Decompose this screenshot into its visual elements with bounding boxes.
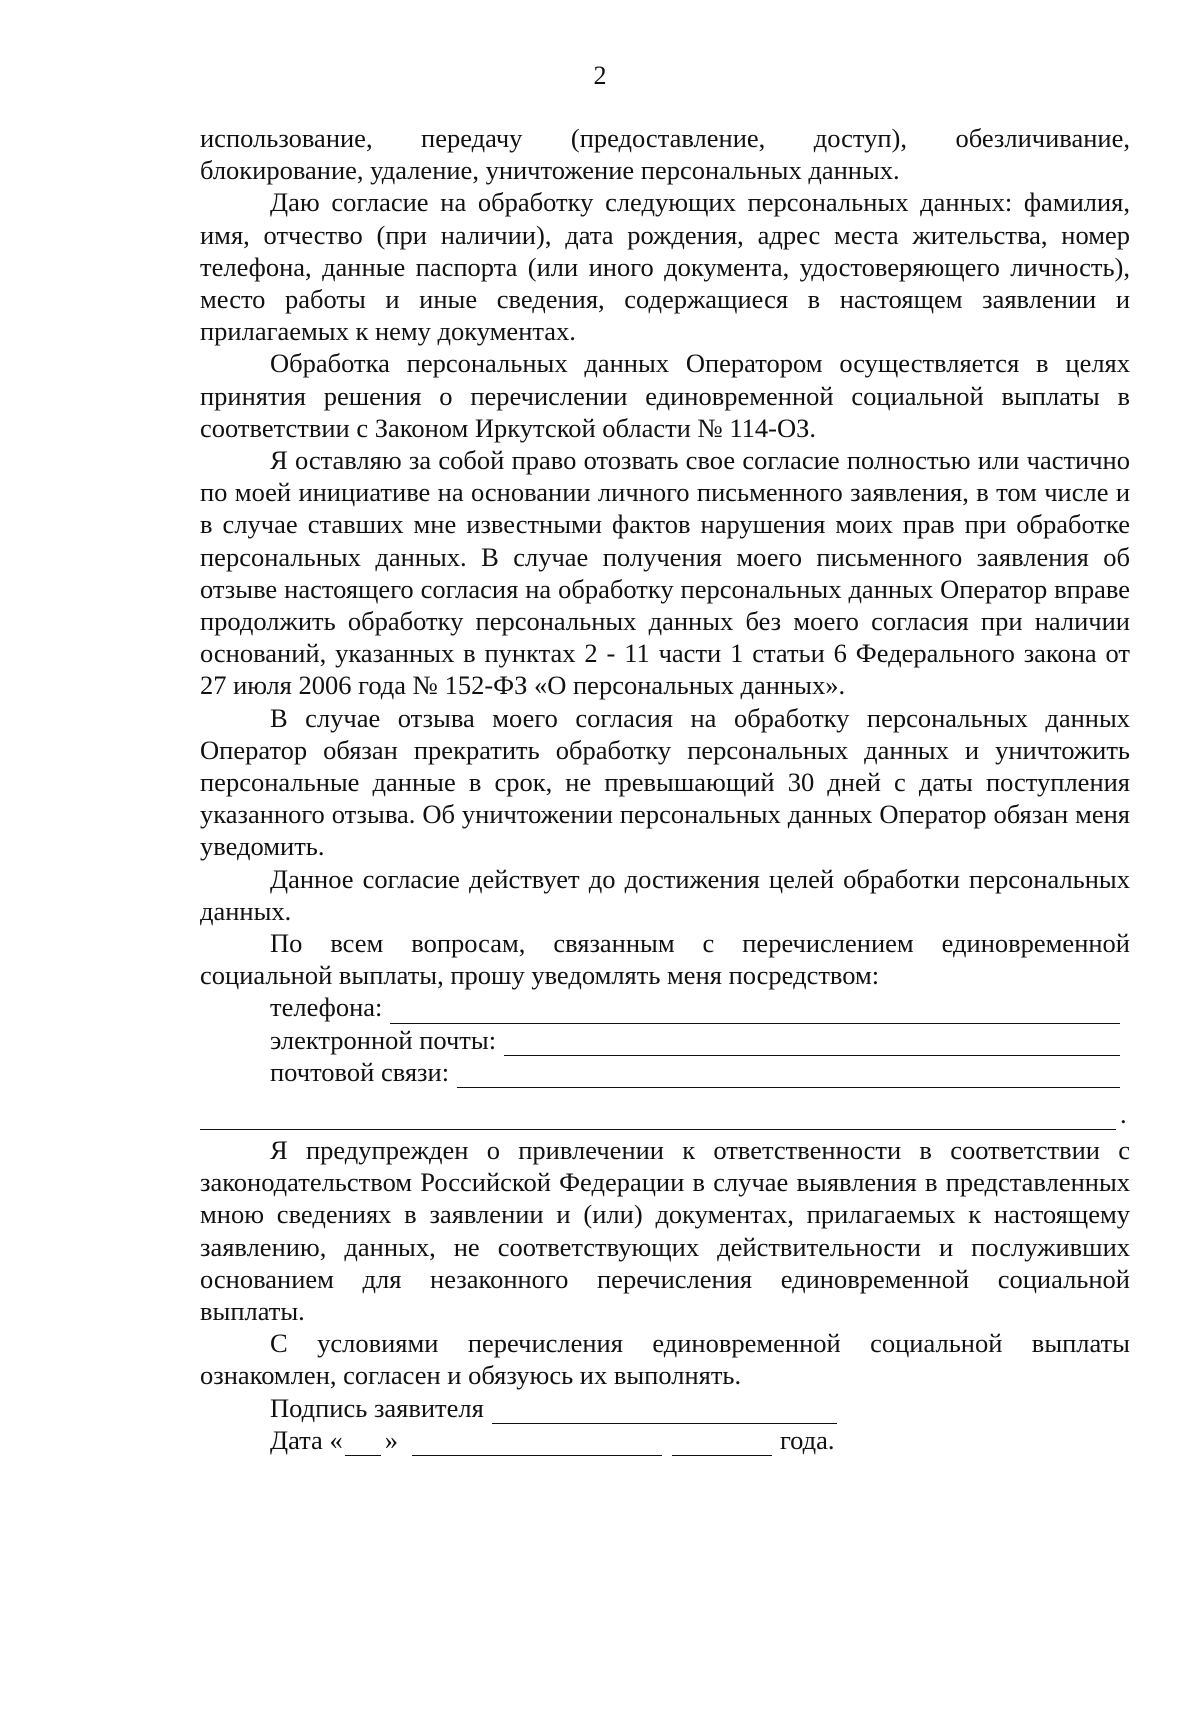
document-body — [200, 122, 1130, 1456]
paragraph-liability-warning: Я предупрежден о привлечении к ответственности в соответствии с законодательством Российской Федерации в случае выявления в представленных мною сведениях в заявлении и (или) документах, прилагаемых к настоящему заявлению, данных, не соответствующих действительности и послуживших основанием для незаконного перечисления единовременной социальной выплаты. — [200, 1135, 1130, 1327]
date-month-input-line[interactable] — [412, 1431, 662, 1456]
post-address-continuation-line[interactable] — [200, 1099, 1116, 1130]
paragraph-withdrawal-consequences: В случае отзыва моего согласия на обработку персональных данных Оператор обязан прекратить обработку персональных данных и уничтожить персональные данные в срок, не превышающий 30 дней с даты поступления указанного отзыва. Об уничтожении персональных данных Оператор обязан меня уведомить. — [200, 702, 1130, 862]
post-address-continuation — [200, 1088, 1130, 1130]
phone-label: телефона: — [270, 992, 383, 1023]
email-label: электронной почты: — [270, 1024, 497, 1055]
date-year-input-line[interactable] — [672, 1431, 772, 1456]
post-label: почтовой связи: — [270, 1056, 450, 1087]
signature-row — [200, 1392, 1130, 1424]
paragraph-consent-validity: Данное согласие действует до достижения целей обработки персональных данных. — [200, 863, 1130, 926]
date-label-close: » — [384, 1424, 398, 1455]
trailing-dot: . — [1120, 1098, 1127, 1129]
phone-field — [200, 991, 1130, 1023]
date-day-input-line[interactable] — [345, 1431, 381, 1456]
date-label-open: Дата « — [270, 1424, 343, 1455]
email-input-line[interactable] — [504, 1031, 1120, 1056]
paragraph-notification-method: По всем вопросам, связанным с перечислением единовременной социальной выплаты, прошу уведомлять меня посредством: — [200, 928, 1130, 991]
post-field — [200, 1056, 1130, 1088]
email-field — [200, 1024, 1130, 1056]
date-row — [200, 1424, 1130, 1456]
paragraph-consent-data-list: Даю согласие на обработку следующих персональных данных: фамилия, имя, отчество (при наличии), дата рождения, адрес места жительства, номер телефона, данные паспорта (или иного документа, удостоверяющего личность), место работы и иные сведения, содержащиеся в настоящем заявлении и прилагаемых к нему документах. — [200, 187, 1130, 347]
paragraph-processing-purpose: Обработка персональных данных Оператором осуществляется в целях принятия решения о перечислении единовременной социальной выплаты в соответствии с Законом Иркутской области № 114-ОЗ. — [200, 348, 1130, 443]
year-label: года. — [779, 1424, 835, 1455]
paragraph-withdrawal-right: Я оставляю за собой право отозвать свое согласие полностью или частично по моей инициативе на основании личного письменного заявления, в том числе и в случае ставших мне известными фактов нарушения моих прав при обработке персональных данных. В случае получения моего письменного заявления об отзыве настоящего согласия на обработку персональных данных Оператор вправе продолжить обработку персональных данных без моего согласия при наличии оснований, указанных в пунктах 2 - 11 части 1 статьи 6 Федерального закона от 27 июля 2006 года № 152-ФЗ «О персональных данных». — [200, 445, 1130, 701]
signature-input-line[interactable] — [492, 1399, 837, 1424]
phone-input-line[interactable] — [390, 999, 1120, 1024]
paragraph-terms-agreement: С условиями перечисления единовременной социальной выплаты ознакомлен, согласен и обязуюсь их выполнять. — [200, 1328, 1130, 1391]
paragraph-processing-actions: использование, передачу (предоставление, доступ), обезличивание, блокирование, удаление, уничтожение персональных данных. — [200, 123, 1130, 186]
post-input-line[interactable] — [457, 1063, 1120, 1088]
page-number: 2 — [593, 61, 607, 90]
signature-label: Подпись заявителя — [270, 1392, 484, 1423]
